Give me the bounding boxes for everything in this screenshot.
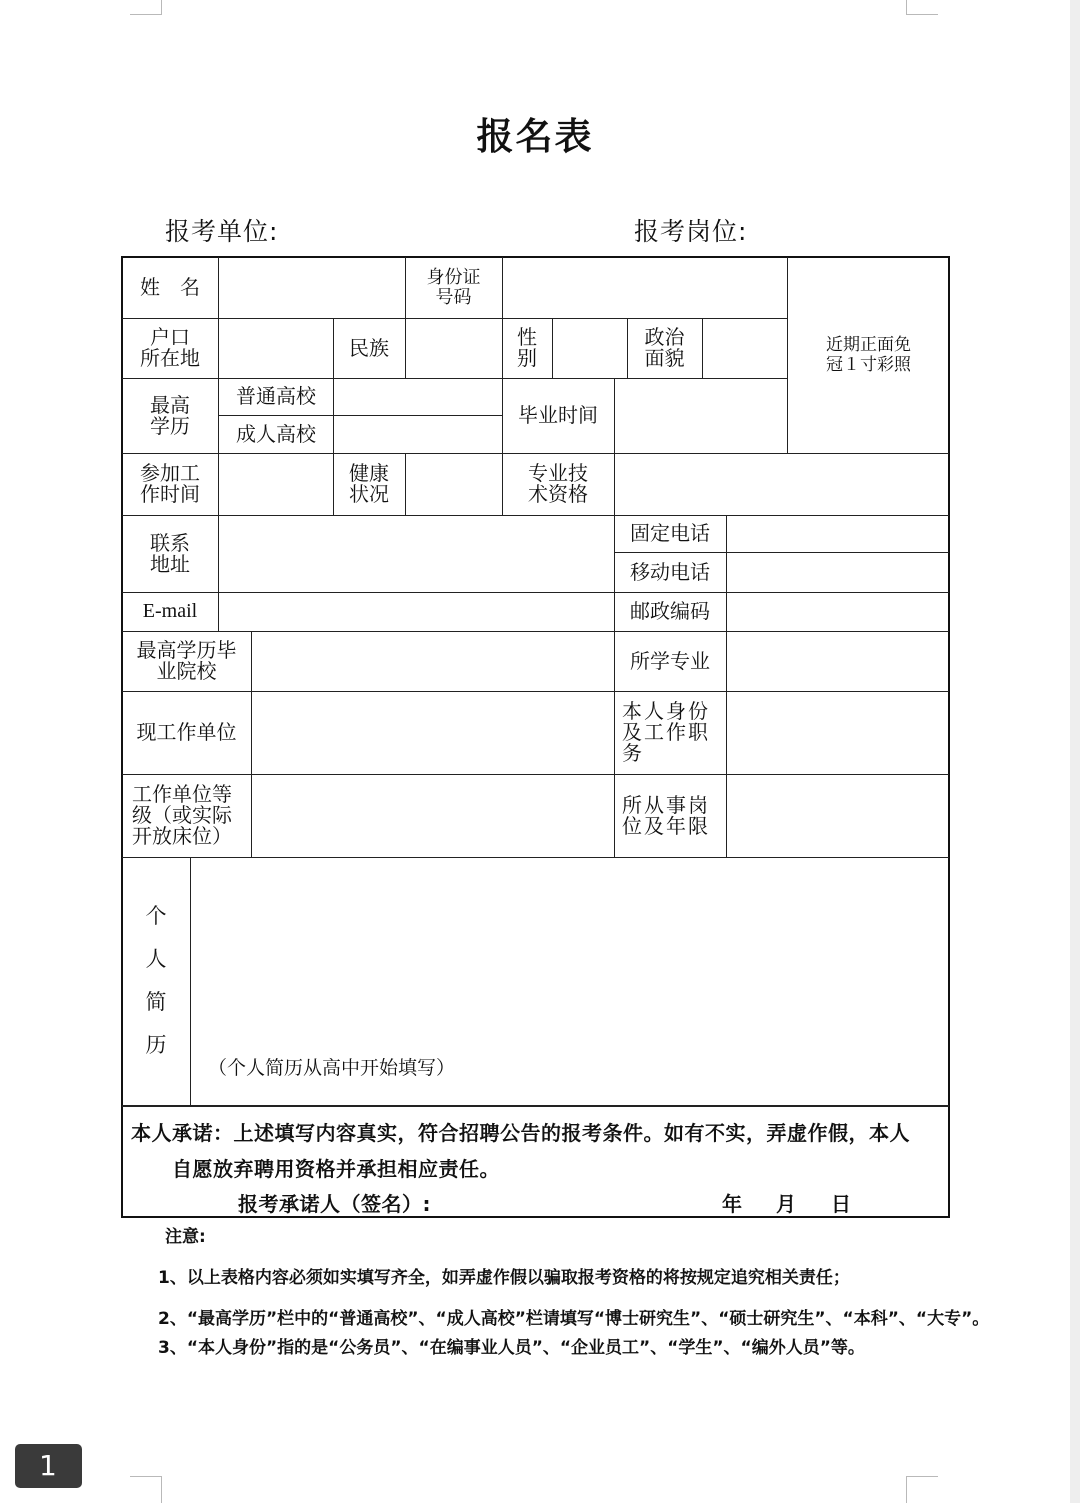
- signer-label: 报考承诺人（签名）:: [238, 1192, 431, 1216]
- address-field[interactable]: [219, 516, 614, 592]
- post-years-field[interactable]: [727, 775, 949, 857]
- id-number-label: 身份证 号码: [426, 266, 481, 308]
- grad-time-field[interactable]: [615, 379, 787, 453]
- health-field[interactable]: [406, 454, 502, 515]
- page-scroll-gutter: [1070, 0, 1080, 1503]
- work-start-field[interactable]: [219, 454, 333, 515]
- grad-school-field[interactable]: [252, 632, 614, 691]
- landline-field[interactable]: [727, 516, 949, 552]
- hukou-field[interactable]: [219, 319, 333, 378]
- mobile-label: 移动电话: [630, 559, 710, 584]
- regular-college-label: 普通高校: [236, 384, 316, 408]
- notes-heading: 注意:: [165, 1227, 206, 1247]
- post-years-label: 所从事岗 位及年限: [622, 792, 710, 838]
- adult-college-label: 成人高校: [236, 421, 316, 446]
- date-day-label: 日: [831, 1192, 852, 1216]
- resume-label: 个 人 简 历: [145, 904, 167, 1057]
- pledge-line-1: 本人承诺：上述填写内容真实，符合招聘公告的报考条件。如有不实，弄虚作假，本人: [131, 1121, 910, 1145]
- prof-title-field[interactable]: [615, 454, 949, 515]
- grad-school-label: 最高学历毕 业院校: [136, 638, 237, 683]
- ethnicity-label: 民族: [349, 335, 389, 360]
- political-label: 政治 面貌: [644, 325, 685, 370]
- row-line: [122, 1105, 949, 1107]
- major-label: 所学专业: [630, 648, 710, 673]
- crop-mark-bottom-right: [906, 1476, 938, 1491]
- form-title: 报名表: [476, 115, 594, 158]
- postcode-field[interactable]: [727, 593, 949, 631]
- hukou-label: 户口 所在地: [140, 325, 200, 370]
- grad-time-label: 毕业时间: [518, 403, 598, 427]
- date-year-label: 年: [722, 1192, 743, 1216]
- note-item-2: 2、“最高学历”栏中的“普通高校”、“成人高校”栏请填写“博士研究生”、“硕士研究生”、“本科”、“大专”。: [158, 1309, 990, 1329]
- highest-edu-label: 最高 学历: [150, 392, 190, 438]
- id-number-field[interactable]: [503, 258, 787, 318]
- apply-unit-label: 报考单位:: [165, 217, 279, 246]
- name-label: 姓 名: [140, 275, 200, 299]
- crop-mark-top-right-v: [906, 0, 907, 14]
- postcode-label: 邮政编码: [630, 599, 710, 623]
- prof-title-label: 专业技 术资格: [528, 461, 588, 506]
- employer-level-label: 工作单位等 级（或实际 开放床位）: [132, 782, 232, 848]
- work-start-label: 参加工 作时间: [140, 461, 200, 506]
- email-label: E-mail: [142, 600, 198, 622]
- resume-hint: （个人简历从高中开始填写）: [208, 1056, 456, 1079]
- major-field[interactable]: [727, 632, 949, 691]
- identity-label: 本人身份 及工作职 务: [622, 699, 710, 765]
- note-item-1: 1、以上表格内容必须如实填写齐全，如弄虚作假以骗取报考资格的将按规定追究相关责任；: [158, 1268, 850, 1288]
- crop-mark-top-right: [906, 0, 938, 15]
- gender-field[interactable]: [553, 319, 627, 378]
- adult-college-field[interactable]: [334, 416, 502, 453]
- landline-label: 固定电话: [630, 521, 710, 545]
- crop-mark-bottom-right-v: [906, 1476, 907, 1503]
- page-number-badge[interactable]: 1: [15, 1444, 82, 1488]
- pledge-line-2: 自愿放弃聘用资格并承担相应责任。: [172, 1157, 500, 1181]
- employer-label: 现工作单位: [136, 720, 237, 744]
- photo-placeholder: 近期正面免 冠１寸彩照: [826, 335, 911, 375]
- crop-mark-bottom-left-v: [161, 1476, 162, 1503]
- crop-mark-top-left: [130, 0, 162, 15]
- gender-label: 性 别: [517, 325, 537, 370]
- ethnicity-field[interactable]: [406, 319, 502, 378]
- mobile-field[interactable]: [727, 553, 949, 592]
- apply-post-label: 报考岗位:: [634, 217, 748, 246]
- employer-field[interactable]: [252, 692, 614, 774]
- health-label: 健康 状况: [349, 461, 389, 506]
- name-field[interactable]: [219, 258, 405, 318]
- date-month-label: 月: [776, 1192, 797, 1216]
- employer-level-field[interactable]: [252, 775, 614, 857]
- address-label: 联系 地址: [150, 530, 190, 576]
- regular-college-field[interactable]: [334, 379, 502, 415]
- crop-mark-top-left-v: [161, 0, 162, 14]
- crop-mark-bottom-left: [130, 1476, 162, 1491]
- email-field[interactable]: [219, 593, 614, 631]
- identity-field[interactable]: [727, 692, 949, 774]
- note-item-3: 3、“本人身份”指的是“公务员”、“在编事业人员”、“企业员工”、“学生”、“编外人员”等。: [158, 1338, 865, 1358]
- political-field[interactable]: [703, 319, 787, 378]
